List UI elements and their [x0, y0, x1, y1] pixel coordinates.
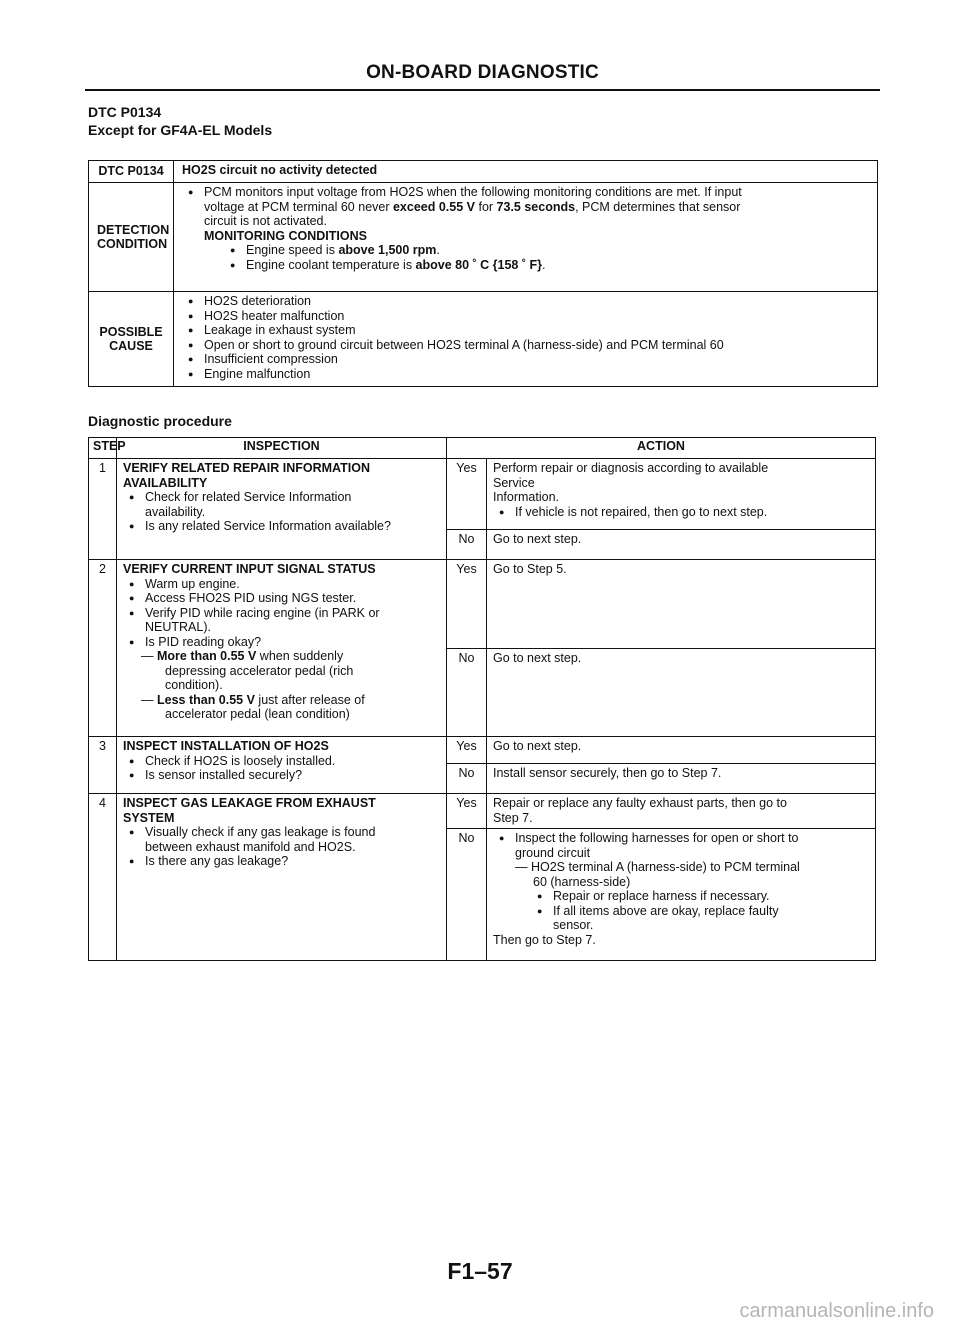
yes-action: Go to Step 5.	[487, 560, 876, 649]
dtc-heading	[88, 103, 272, 139]
no-action: ● Inspect the following harnesses for open or short to ground circuit — HO2S terminal A (harness-side) to PCM terminal 60 (harness-side) ● Repair or replace harness if necessary. ● If all items above are okay, replace faulty sensor. Then go to Step 7.	[487, 829, 876, 961]
cause-item: ● HO2S heater malfunction	[182, 309, 869, 324]
no-action: Install sensor securely, then go to Step 7.	[487, 764, 876, 794]
yes-action: Perform repair or diagnosis according to available Service Information. ● If vehicle is not repaired, then go to next step.	[487, 459, 876, 530]
possible-cause-row	[89, 292, 878, 387]
step-row	[89, 459, 876, 530]
step-number: 3	[89, 737, 117, 794]
step-row	[89, 794, 876, 829]
cause-item: ● Open or short to ground circuit between HO2S terminal A (harness-side) and PCM terminal 60	[182, 338, 869, 353]
action-item: ● Inspect the following harnesses for open or short to ground circuit	[493, 831, 869, 860]
step-number: 4	[89, 794, 117, 961]
inspection-item: ● Is PID reading okay?	[123, 635, 440, 650]
no-label: No	[447, 829, 487, 961]
inspection-item: ● Check if HO2S is loosely installed.	[123, 754, 440, 769]
inspection-item: ● Is there any gas leakage?	[123, 854, 440, 869]
inspection-item: ● Access FHO2S PID using NGS tester.	[123, 591, 440, 606]
cause-item: ● Insufficient compression	[182, 352, 869, 367]
possible-cause-content	[174, 292, 878, 387]
dtc-code-cell: DTC P0134	[89, 161, 174, 183]
procedure-table	[88, 437, 876, 961]
detection-condition-row	[89, 183, 878, 292]
step-inspection: INSPECT INSTALLATION OF HO2S ● Check if HO2S is loosely installed. ● Is sensor installed securely?	[117, 737, 447, 794]
step-number: 1	[89, 459, 117, 560]
detection-content	[174, 183, 878, 292]
step-number: 2	[89, 560, 117, 737]
inspection-item: ● Is sensor installed securely?	[123, 768, 440, 783]
monitoring-item: ● Engine coolant temperature is above 80 ˚ C {158 ˚ F}.	[224, 258, 869, 273]
possible-cause-label: POSSIBLE CAUSE	[89, 292, 174, 387]
dtc-description: HO2S circuit no activity detected	[174, 161, 878, 183]
detection-bullet: ● PCM monitors input voltage from HO2S when the following monitoring conditions are met. If input voltage at PCM terminal 60 never exceed 0.55 V for 73.5 seconds, PCM determines that sensor circuit is not activated. MONITORING CONDITIONS ● Engine speed is above 1,500 rpm. ● Engine coolant temperature is above 80 ˚ C {158 ˚ F}.	[182, 185, 869, 272]
step-inspection: INSPECT GAS LEAKAGE FROM EXHAUST SYSTEM ● Visually check if any gas leakage is found between exhaust manifold and HO2S. ● Is there any gas leakage?	[117, 794, 447, 961]
no-action: Go to next step.	[487, 530, 876, 560]
action-item: ● Repair or replace harness if necessary.	[531, 889, 869, 904]
dtc-table	[88, 160, 878, 387]
page-number: F1–57	[447, 1258, 513, 1284]
step-inspection: VERIFY CURRENT INPUT SIGNAL STATUS ● Warm up engine. ● Access FHO2S PID using NGS tester. ● Verify PID while racing engine (in PARK or NEUTRAL). ● Is PID reading okay? — More than 0.55 V when suddenly depressing accelerator pedal (rich condition). — Less than 0.55 V just after release of accelerator pedal (lean condition)	[117, 560, 447, 737]
cause-item: ● Leakage in exhaust system	[182, 323, 869, 338]
dtc-code-line: DTC P0134	[88, 104, 162, 120]
step-row	[89, 560, 876, 649]
cause-item: ● HO2S deterioration	[182, 294, 869, 309]
monitoring-heading: MONITORING CONDITIONS	[204, 228, 367, 243]
dtc-models-line: Except for GF4A-EL Models	[88, 122, 273, 138]
dtc-table-header-row	[89, 161, 878, 183]
detection-label: DETECTION CONDITION	[89, 183, 174, 292]
no-action: Go to next step.	[487, 649, 876, 737]
no-label: No	[447, 764, 487, 794]
procedure-title: Diagnostic procedure	[88, 413, 232, 429]
yes-label: Yes	[447, 459, 487, 530]
yes-action: Go to next step.	[487, 737, 876, 764]
step-inspection: VERIFY RELATED REPAIR INFORMATION AVAILABILITY ● Check for related Service Information availability. ● Is any related Service Information available?	[117, 459, 447, 560]
inspection-item: ● Warm up engine.	[123, 577, 440, 592]
header-rule	[85, 89, 880, 91]
action-item: ● If all items above are okay, replace faulty sensor.	[531, 904, 869, 933]
monitoring-item: ● Engine speed is above 1,500 rpm.	[224, 243, 869, 258]
yes-label: Yes	[447, 560, 487, 649]
cause-item: ● Engine malfunction	[182, 367, 869, 382]
inspection-item: ● Is any related Service Information available?	[123, 519, 440, 534]
yes-label: Yes	[447, 794, 487, 829]
step-row	[89, 737, 876, 764]
no-label: No	[447, 649, 487, 737]
step-header: STEP	[89, 438, 117, 459]
page-title: ON-BOARD DIAGNOSTIC	[366, 62, 599, 83]
watermark: carmanualsonline.info	[739, 1300, 934, 1322]
procedure-header-row	[89, 438, 876, 459]
inspection-item: ● Verify PID while racing engine (in PARK or NEUTRAL).	[123, 606, 440, 635]
no-label: No	[447, 530, 487, 560]
inspection-item: ● Check for related Service Information availability.	[123, 490, 440, 519]
action-header: ACTION	[447, 438, 876, 459]
yes-label: Yes	[447, 737, 487, 764]
yes-action: Repair or replace any faulty exhaust parts, then go to Step 7.	[487, 794, 876, 829]
inspection-header: INSPECTION	[117, 438, 447, 459]
inspection-item: ● Visually check if any gas leakage is found between exhaust manifold and HO2S.	[123, 825, 440, 854]
